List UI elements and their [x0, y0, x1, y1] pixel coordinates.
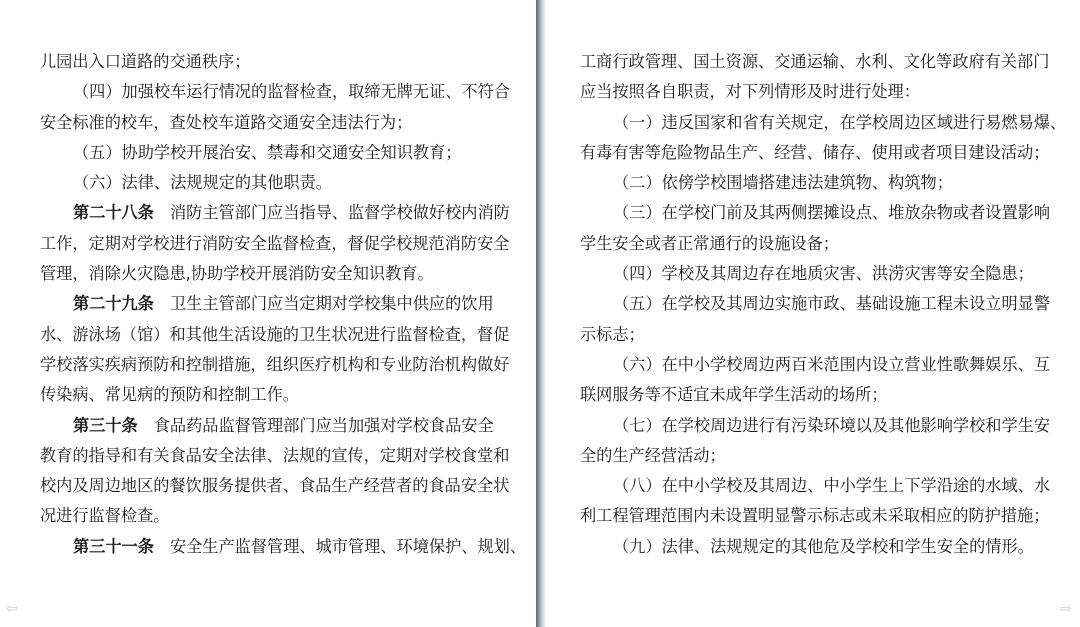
text-line: （九）法律、法规规定的其他危及学校和学生安全的情形。: [613, 536, 1034, 556]
text-line: 工作，定期对学校进行消防安全监督检查，督促学校规范消防安全: [40, 233, 510, 253]
article-text: 消防主管部门应当指导、监督学校做好校内消防: [169, 203, 510, 223]
text-line: 学校落实疾病预防和控制措施，组织医疗机构和专业防治机构做好: [40, 354, 510, 374]
left-page: [0, 0, 536, 627]
text-line: 水、游泳场（馆）和其他生活设施的卫生状况进行监督检查，督促: [40, 324, 510, 344]
article-text: 卫生主管部门应当定期对学校集中供应的饮用: [169, 294, 494, 314]
text-line: （三）在学校门前及其两侧摆摊设点、堆放杂物或者设置影响: [613, 203, 1051, 223]
text-line: （四）学校及其周边存在地质灾害、洪涝灾害等安全隐患；: [613, 264, 1034, 284]
text-line: （一）违反国家和省有关规定，在学校周边区域进行易燃易爆、: [613, 112, 1067, 132]
text-line: （二）依傍学校围墙搭建违法建筑物、构筑物；: [613, 173, 953, 193]
text-line: （六）法律、法规规定的其他职责。: [73, 173, 332, 193]
text-line: 儿园出入口道路的交通秩序；: [40, 52, 251, 71]
text-line: 示标志；: [580, 324, 645, 344]
article-31-line: [40, 532, 527, 562]
article-number: 第二十九条: [73, 294, 154, 314]
text-line: 学生安全或者正常通行的设施设备；: [580, 233, 839, 253]
text-line: 有毒有害等危险物品生产、经营、储存、使用或者项目建设活动；: [580, 142, 1050, 162]
article-number: 第二十八条: [73, 203, 154, 223]
article-number: 第三十条: [73, 415, 138, 435]
text-line: （八）在中小学校及其周边、中小学生上下学沿途的水域、水: [613, 476, 1051, 496]
article-28-line: [40, 198, 510, 228]
article-text: 安全生产监督管理、城市管理、环境保护、规划、: [169, 536, 527, 556]
text-line: 管理，消除火灾隐患,协助学校开展消防安全知识教育。: [40, 264, 434, 284]
text-line: 教育的指导和有关食品安全法律、法规的宣传，定期对学校食堂和: [40, 445, 510, 465]
right-arrow-icon[interactable]: ⇨: [1060, 601, 1072, 617]
right-page-text: [580, 47, 1067, 562]
text-line: （四）加强校车运行情况的监督检查，取缔无牌无证、不符合: [73, 82, 511, 102]
text-line: 应当按照各自职责，对下列情形及时进行处理：: [580, 82, 920, 102]
article-text: 食品药品监督管理部门应当加强对学校食品安全: [153, 415, 494, 435]
text-line: 况进行监督检查。: [40, 506, 170, 526]
text-line: 传染病、常见病的预防和控制工作。: [40, 385, 299, 405]
article-number: 第三十一条: [73, 536, 154, 556]
left-arrow-icon[interactable]: ⇦: [6, 601, 18, 617]
text-line: 校内及周边地区的餐饮服务提供者、食品生产经营者的食品安全状: [40, 476, 510, 496]
text-line: 联网服务等不适宜未成年学生活动的场所；: [580, 385, 888, 405]
text-line: （五）协助学校开展治安、禁毒和交通安全知识教育；: [73, 142, 462, 162]
page-divider: [536, 0, 546, 627]
article-29-line: [40, 289, 510, 319]
text-line: 安全标准的校车，查处校车道路交通安全违法行为；: [40, 112, 413, 132]
text-line: 全的生产经营活动；: [580, 445, 726, 465]
left-page-text: [40, 47, 527, 562]
text-line: 利工程管理范围内未设置明显警示标志或未采取相应的防护措施；: [580, 506, 1050, 526]
text-line: （五）在学校及其周边实施市政、基础设施工程未设立明显警: [613, 294, 1051, 314]
article-30-line: [40, 411, 510, 441]
text-line: 工商行政管理、国土资源、交通运输、水利、文化等政府有关部门: [580, 52, 1050, 71]
text-line: （七）在学校周边进行有污染环境以及其他影响学校和学生安: [613, 415, 1051, 435]
text-line: （六）在中小学校周边两百米范围内设立营业性歌舞娱乐、互: [613, 354, 1051, 374]
right-page: [546, 0, 1080, 627]
